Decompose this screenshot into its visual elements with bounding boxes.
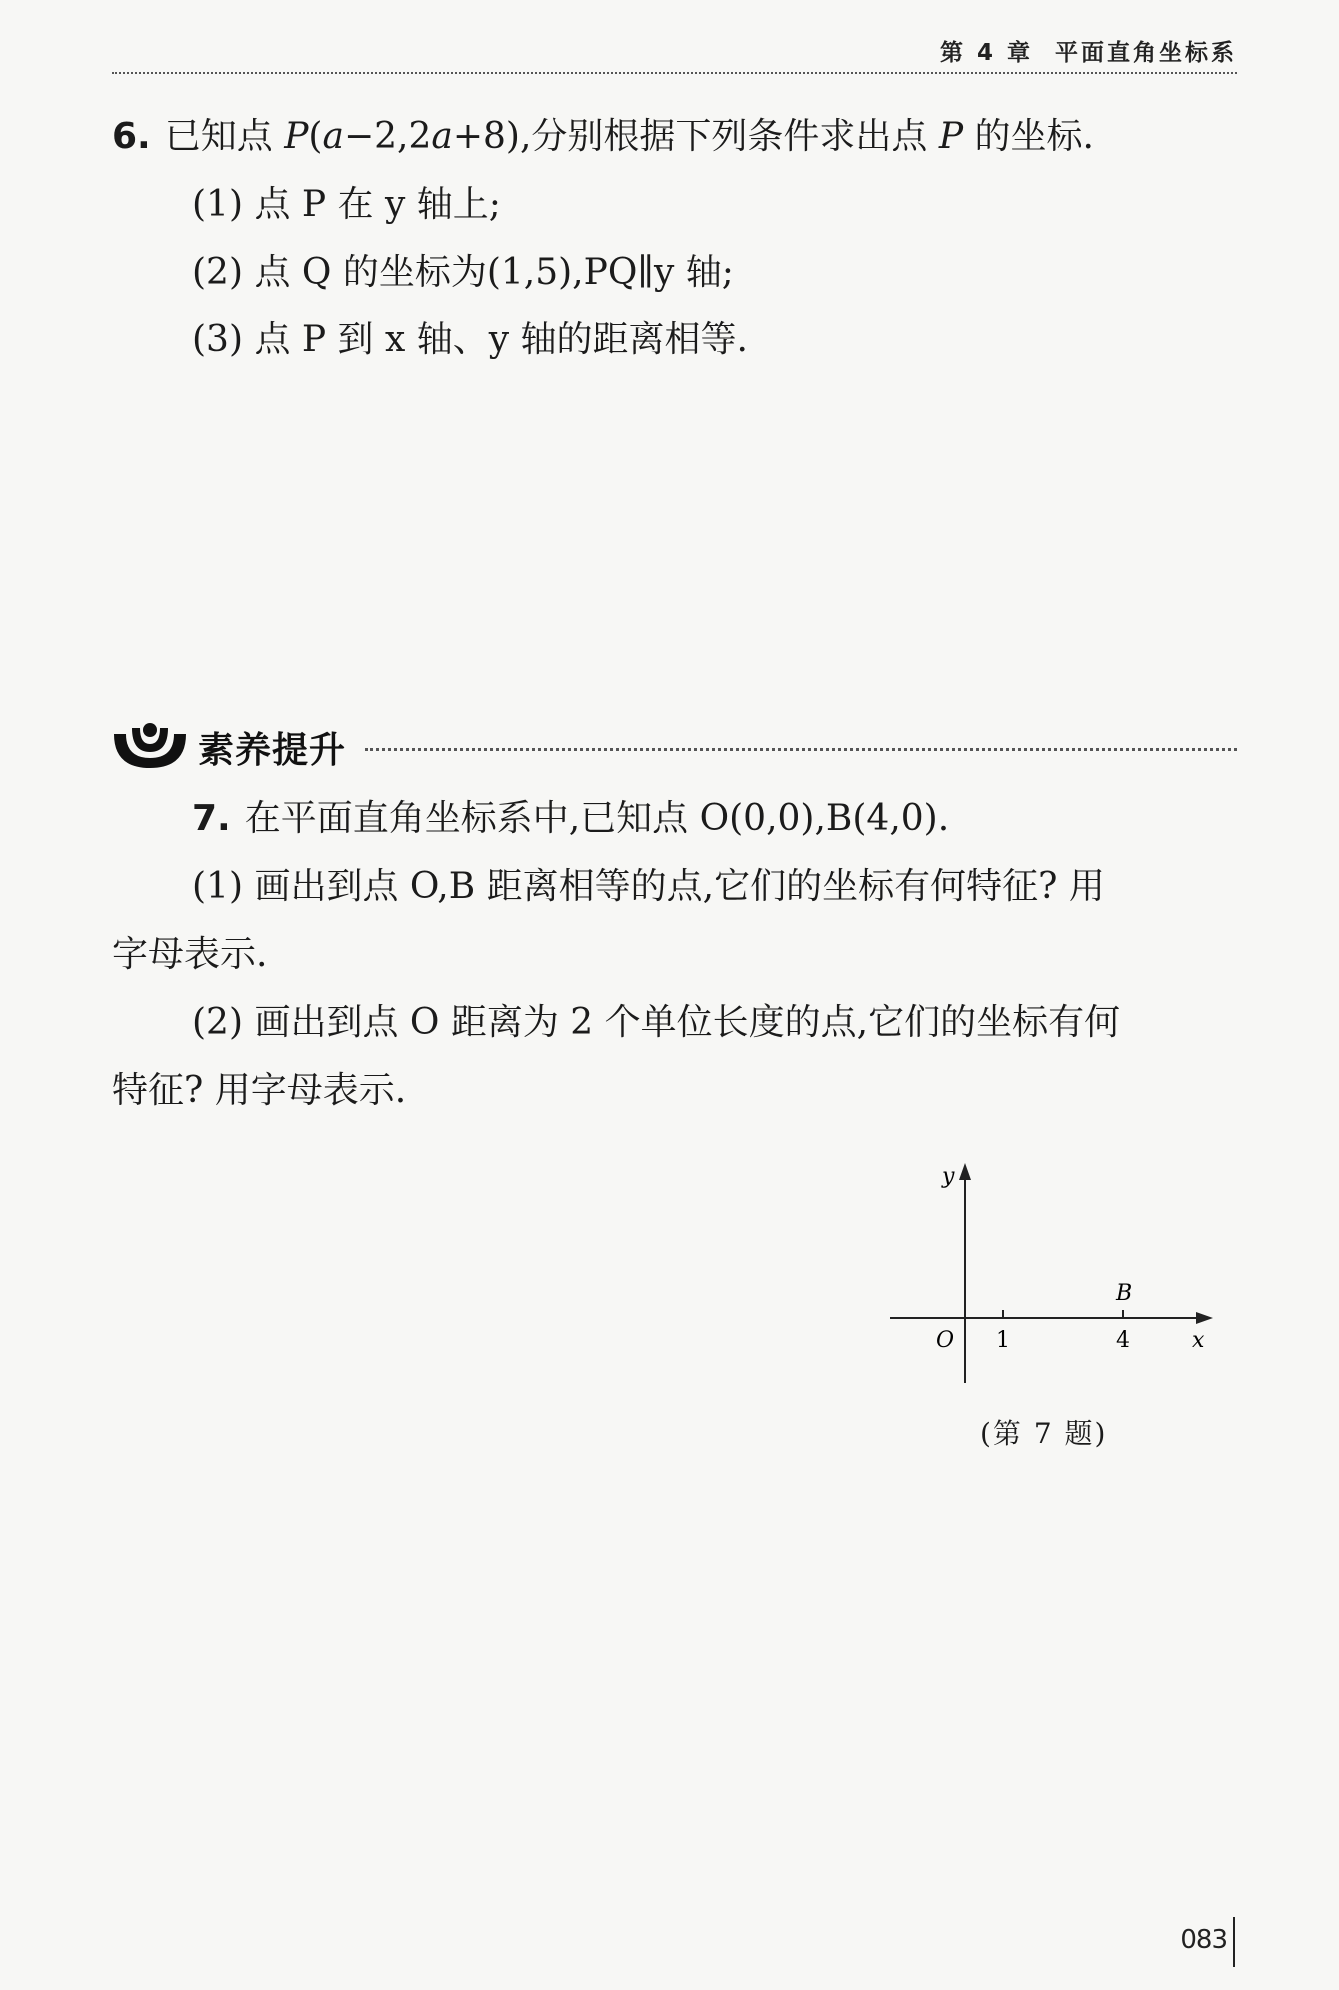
q7-part-1-line-2: 字母表示. <box>112 934 268 975</box>
section-divider <box>365 748 1237 751</box>
q7-part-1-line-1: (1) 画出到点 O,B 距离相等的点,它们的坐标有何特征? 用 <box>192 866 1105 907</box>
x-axis-arrow <box>1196 1312 1213 1324</box>
q6-part-2: (2) 点 Q 的坐标为(1,5),PQ∥y 轴; <box>192 252 734 293</box>
coordinate-axes <box>880 1155 1220 1395</box>
point-b-label: B <box>1116 1281 1133 1306</box>
q6-part-3: (3) 点 P 到 x 轴、y 轴的距离相等. <box>192 319 748 360</box>
y-axis-arrow <box>959 1163 971 1180</box>
chapter-label: 第 4 章 <box>939 40 1033 66</box>
q7-number: 7. <box>192 798 231 839</box>
tick-label-1: 1 <box>996 1328 1010 1353</box>
section-header <box>110 718 1237 774</box>
page-number: 083 <box>1180 1925 1227 1955</box>
q7-part-2-line-2: 特征? 用字母表示. <box>112 1070 407 1111</box>
q6-stem-text: +8),分别根据下列条件求出点 <box>452 116 939 157</box>
q7-stem <box>192 797 949 840</box>
tick-label-4: 4 <box>1116 1328 1130 1353</box>
q6-var-p: P <box>938 116 964 157</box>
q6-part-1: (1) 点 P 在 y 轴上; <box>192 184 501 225</box>
section-title: 素养提升 <box>198 730 347 771</box>
coordinate-figure <box>880 1155 1220 1395</box>
page-number-bar <box>1233 1917 1235 1967</box>
chapter-title: 平面直角坐标系 <box>1055 40 1237 66</box>
q6-var-p: P <box>284 116 309 157</box>
q6-stem-text: ( <box>308 116 323 157</box>
q6-var-a: a <box>431 116 453 157</box>
q6-stem-text: −2,2 <box>343 116 432 157</box>
figure-caption: (第 7 题) <box>980 1417 1108 1450</box>
q7-part-2-line-1: (2) 画出到点 O 距离为 2 个单位长度的点,它们的坐标有何 <box>192 1002 1121 1043</box>
header-text <box>940 34 1237 67</box>
q6-stem <box>112 115 1094 158</box>
origin-label: O <box>936 1328 955 1353</box>
q6-number: 6. <box>112 116 151 157</box>
q6-stem-text: 的坐标. <box>963 116 1094 157</box>
q7-stem-text: 在平面直角坐标系中,已知点 O(0,0),B(4,0). <box>244 798 950 839</box>
x-axis-label: x <box>1192 1328 1205 1353</box>
y-axis-label: y <box>942 1164 955 1189</box>
q6-var-a: a <box>322 116 344 157</box>
section-logo-icon <box>110 720 190 772</box>
running-header <box>112 30 1237 74</box>
q6-stem-text: 已知点 <box>164 116 285 157</box>
